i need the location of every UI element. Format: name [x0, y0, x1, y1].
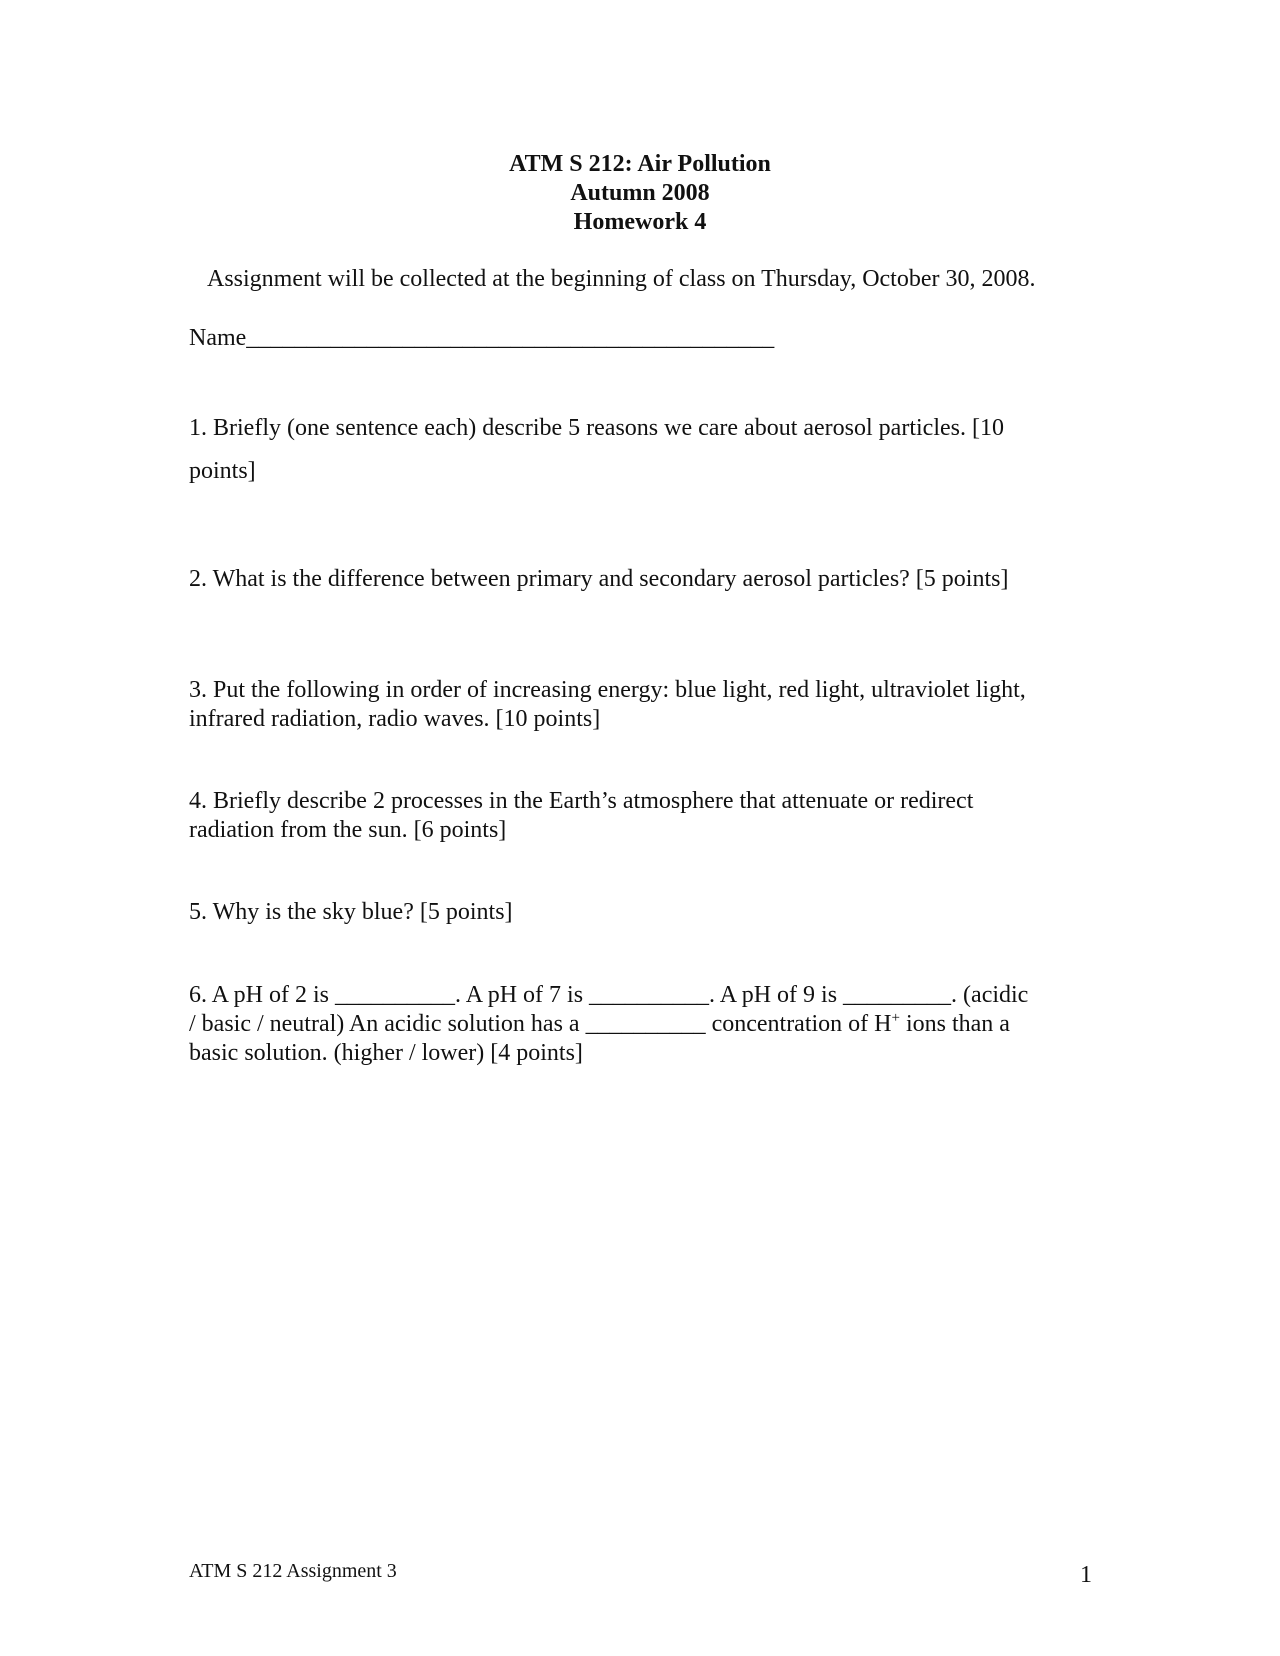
question-4-line-2: radiation from the sun. [6 points] — [189, 817, 507, 843]
question-1 — [189, 407, 1089, 493]
question-4 — [189, 787, 1089, 845]
question-3-line-2: infrared radiation, radio waves. [10 points] — [189, 706, 601, 732]
question-1-line-2: points] — [189, 458, 256, 484]
question-3 — [189, 676, 1089, 734]
question-6-line-2-text: / basic / neutral) An acidic solution has a __________ concentration of H — [189, 1011, 892, 1037]
name-field-line: Name____________________________________________ — [189, 325, 775, 351]
question-6-line-1: 6. A pH of 2 is __________. A pH of 7 is __________. A pH of 9 is _________. (acidic — [189, 982, 1029, 1008]
question-6 — [189, 981, 1089, 1068]
question-6-line-3: basic solution. (higher / lower) [4 points] — [189, 1040, 583, 1066]
homework-title: Homework 4 — [573, 209, 707, 235]
question-5: 5. Why is the sky blue? [5 points] — [189, 899, 513, 925]
question-6-line-2 — [189, 1010, 1089, 1039]
document-header — [0, 150, 1280, 237]
assignment-note: Assignment will be collected at the beginning of class on Thursday, October 30, 2008. — [207, 266, 1036, 292]
course-title: ATM S 212: Air Pollution — [509, 151, 771, 177]
page-number: 1 — [1080, 1562, 1092, 1588]
question-4-line-1: 4. Briefly describe 2 processes in the Earth’s atmosphere that attenuate or redirect — [189, 788, 974, 814]
hydrogen-ion-charge: + — [891, 1010, 900, 1026]
footer-label: ATM S 212 Assignment 3 — [189, 1560, 397, 1582]
question-1-line-1: 1. Briefly (one sentence each) describe 5 reasons we care about aerosol particles. [10 — [189, 415, 1004, 441]
question-6-line-2-tail: ions than a — [899, 1011, 1010, 1037]
question-3-line-1: 3. Put the following in order of increasing energy: blue light, red light, ultraviolet light, — [189, 677, 1026, 703]
question-2: 2. What is the difference between primary and secondary aerosol particles? [5 points] — [189, 566, 1009, 592]
term-title: Autumn 2008 — [570, 180, 710, 206]
